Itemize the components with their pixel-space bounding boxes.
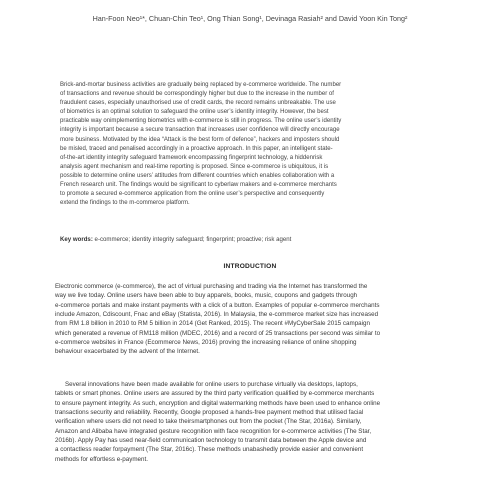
text-line: fraudulent cases, especially unauthorised use of credit cards, the record remains unbreakable. The use bbox=[60, 100, 336, 107]
text-line: of biometrics is an optimal solution to safeguard the online user’s identity integrity. However, the best bbox=[60, 109, 329, 116]
text-line: Amazon and Alibaba have integrated gesture recognition with face recognition for e-commerce activities (The Star, bbox=[55, 427, 372, 435]
text-line: Electronic commerce (e-commerce), the act of virtual purchasing and trading via the Internet has transformed the bbox=[55, 283, 368, 290]
text-line: extend the findings to the m-commerce platform. bbox=[60, 200, 190, 207]
text-line: transactions security and reliability. Recently, Google proposed a hands-free payment method that utilised facial bbox=[55, 409, 364, 417]
text-line: to ensure payment integrity. As such, encryption and digital watermarking methods have been used to enhance online bbox=[55, 399, 381, 407]
text-line: of transactions and revenue should be correspondingly higher but due to the increase in the number of bbox=[60, 91, 334, 98]
text-line: analysis agent mechanism and real-time reporting is proposed. Since e-commerce is ubiquitous, it is bbox=[60, 163, 329, 170]
text-line: integrity is important because a secure transaction that increases user confidence will directly encourage bbox=[60, 127, 340, 134]
text-line: 2016b). Apply Pay has used near-field communication technology to transmit data between the Apple device and bbox=[55, 437, 367, 445]
text-line: a contactless reader forpayment (The Star, 2016c). These methods unabashedly provide easier and convenient bbox=[55, 446, 364, 454]
text-line: behaviour exacerbated by the advent of the Internet. bbox=[55, 348, 200, 356]
authors-text: Han-Foon Neo¹*, Chuan-Chin Teo¹, Ong Thian Song¹, Devinaga Rasiah² and David Yoon Kin Tong² bbox=[92, 14, 408, 23]
text-line: way we live today. Online users have been able to buy apparels, books, music, coupons and gadgets through bbox=[55, 292, 358, 300]
text-line: more business. Motivated by the idea “Attack is the best form of defence”, hackers and imposters should bbox=[60, 136, 340, 143]
text-line: of-the-art identity integrity safeguard framework encompassing fingerprint technology, a hiddenrisk bbox=[60, 154, 323, 161]
text-line: verification where users did not need to take theirsmartphones out from the pocket (The Star, 2016a). Similarly, bbox=[55, 418, 362, 426]
text-line: methods for effortless e-payment. bbox=[55, 455, 148, 463]
text-line: e-commerce websites in France (Ecommerce News, 2016) proving the increasing reliance of online shopping bbox=[55, 339, 357, 347]
text-line: tablets or smart phones. Online users are assured by the third party verification qualified by e-commerce merchants bbox=[55, 390, 375, 398]
text-line: possible to determine online users’ attitudes from different countries which enables collaboration with a bbox=[60, 172, 335, 179]
introduction-paragraph-2 bbox=[55, 380, 445, 464]
text-line: from RM 1.8 billion in 2010 to RM 5 billion in 2014 (Get Ranked, 2015). The recent #MyCyberSale 2015 campaign bbox=[55, 320, 370, 328]
text-line: practicable way onimplementing biometrics with e-commerce is still in progress. The online user’s identity bbox=[60, 118, 342, 125]
text-line: be misled, traced and penalised accordingly in a proactive approach. In this paper, an intelligent state- bbox=[60, 145, 333, 152]
text-line: which generated a revenue of RM118 million (MDEC, 2016) and a record of 25 transactions per second was similar to bbox=[55, 329, 381, 337]
author-list bbox=[0, 14, 500, 23]
text-line: Brick-and-mortar business activities are gradually being replaced by e-commerce worldwide. The number bbox=[60, 82, 342, 88]
text-line: e-commerce portals and make instant payments with a click of a button. Examples of popular e-commerce merchants bbox=[55, 301, 380, 309]
keywords-text: e-commerce; identity integrity safeguard; fingerprint; proactive; risk agent bbox=[92, 236, 292, 243]
text-line: include Amazon, Cdiscount, Fnac and eBay (Statista, 2016). In Malaysia, the e-commerce market size has increased bbox=[55, 311, 379, 319]
introduction-paragraph-1 bbox=[55, 282, 445, 357]
section-title-introduction: INTRODUCTION bbox=[223, 263, 277, 270]
keywords bbox=[60, 236, 442, 243]
text-line: Several innovations have been made available for online users to purchase virtually via desktops, laptops, bbox=[65, 381, 358, 388]
text-line: French research unit. The findings would be significant to cyberlaw makers and e-commerce merchants bbox=[60, 182, 337, 189]
keywords-label: Key words: bbox=[60, 236, 93, 243]
text-line: to promote a secured e-commerce application from the online user’s perspective and consequently bbox=[60, 191, 325, 198]
abstract bbox=[60, 81, 442, 208]
